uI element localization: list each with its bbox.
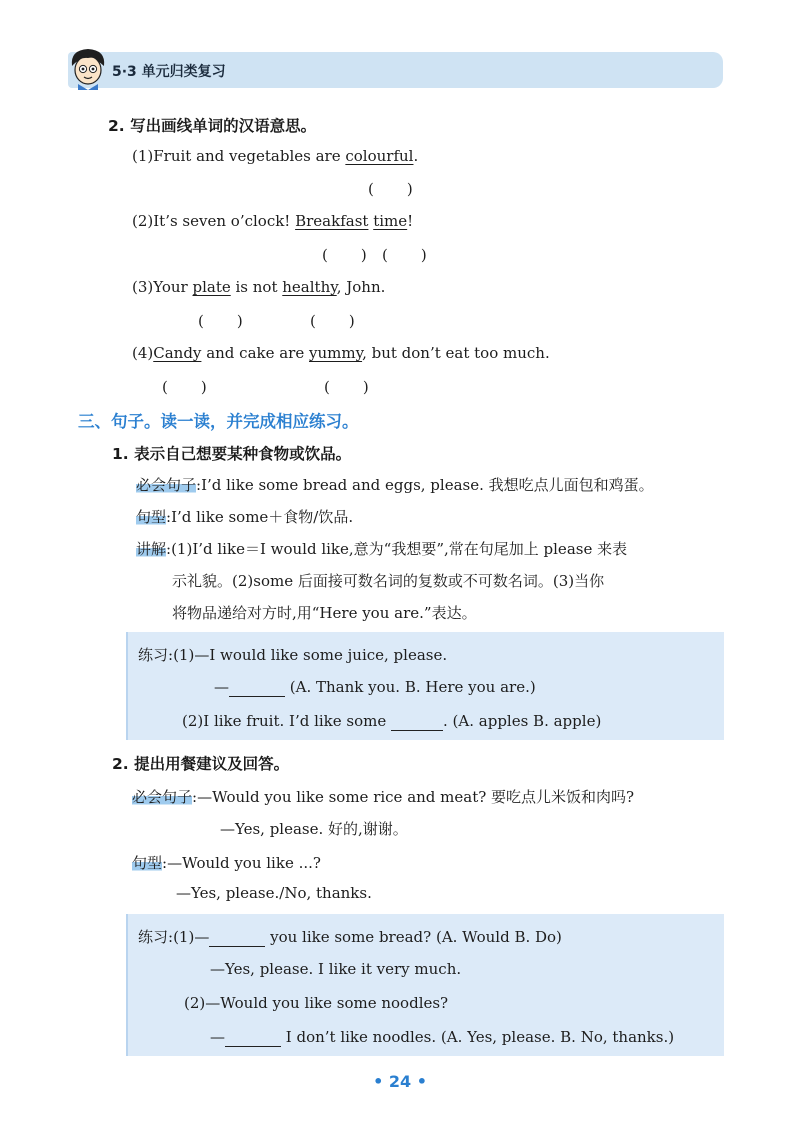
item-number: (2) xyxy=(132,212,154,230)
practice-box xyxy=(126,914,724,1056)
dash: — xyxy=(214,678,229,696)
sentence-3 xyxy=(132,278,385,296)
practice-line xyxy=(182,712,601,731)
answer-blank[interactable] xyxy=(229,678,285,697)
underlined-word: plate xyxy=(192,278,231,296)
practice-line xyxy=(214,678,536,697)
underlined-word: yummy xyxy=(309,344,363,362)
header-title: 5·3 单元归类复习 xyxy=(112,64,226,80)
sentence-2 xyxy=(132,212,413,230)
practice-text: :(1)— xyxy=(168,928,210,946)
item-number: (1) xyxy=(132,147,154,165)
practice-label: 练习 xyxy=(138,928,169,946)
answer-blank[interactable] xyxy=(209,928,265,947)
sentence-text: , but don’t eat too much. xyxy=(362,344,550,362)
sentence-text: and cake are xyxy=(201,344,309,362)
sentence-4 xyxy=(132,344,550,362)
sentence-pattern xyxy=(132,852,321,873)
question-title: 2. 写出画线单词的汉语意思。 xyxy=(108,117,317,135)
sentence-text: is not xyxy=(230,278,283,296)
pattern-answer: —Yes, please./No, thanks. xyxy=(176,884,372,902)
practice-line: —Yes, please. I like it very much. xyxy=(210,960,462,978)
practice-line xyxy=(138,644,447,665)
answer-paren[interactable]: ( ) xyxy=(368,180,414,198)
must-know-label: 必会句子 xyxy=(136,476,197,494)
must-know-answer: —Yes, please. 好的,谢谢。 xyxy=(220,820,408,838)
item-number: (4) xyxy=(132,344,154,362)
answer-paren[interactable]: ( ) xyxy=(198,312,244,330)
explanation-label: 讲解 xyxy=(136,540,167,558)
practice-text: (A. Thank you. B. Here you are.) xyxy=(285,678,536,696)
question-title: 2. 提出用餐建议及回答。 xyxy=(112,755,290,773)
must-know-label: 必会句子 xyxy=(132,788,193,806)
sentence-text: ! xyxy=(407,212,414,230)
must-know-text: :—Would you like some rice and meat? 要吃点儿米饭和肉吗? xyxy=(192,788,635,806)
pattern-label: 句型 xyxy=(132,854,163,872)
sentence-1 xyxy=(132,147,418,165)
section-title: 三、句子。读一读，并完成相应练习。 xyxy=(78,412,359,431)
page-number: • 24 • xyxy=(373,1072,427,1091)
answer-blank[interactable] xyxy=(225,1028,281,1047)
sentence-pattern xyxy=(136,506,353,527)
pattern-text: :I’d like some＋食物/饮品. xyxy=(166,508,354,526)
answer-blank[interactable] xyxy=(391,712,443,731)
explanation xyxy=(136,538,627,559)
answer-paren[interactable]: ( ) xyxy=(322,246,368,264)
answer-paren[interactable]: ( ) xyxy=(324,378,370,396)
underlined-word: time xyxy=(373,212,408,230)
practice-text: . (A. apples B. apple) xyxy=(443,712,602,730)
dash: — xyxy=(210,1028,225,1046)
question-title: 1. 表示自己想要某种食物或饮品。 xyxy=(112,445,352,463)
must-know-sentence xyxy=(132,786,634,807)
must-know-sentence xyxy=(136,474,654,495)
sentence-text: Your xyxy=(153,278,193,296)
practice-line xyxy=(210,1028,674,1047)
practice-line xyxy=(138,926,562,947)
practice-text: I don’t like noodles. (A. Yes, please. B. No, thanks.) xyxy=(281,1028,675,1046)
explanation-text: 将物品递给对方时,用“Here you are.”表达。 xyxy=(172,604,477,622)
answer-paren[interactable]: ( ) xyxy=(382,246,428,264)
item-number: (3) xyxy=(132,278,154,296)
explanation-text: 示礼貌。(2)some 后面接可数名词的复数或不可数名词。(3)当你 xyxy=(172,572,605,590)
pattern-text: :—Would you like ...? xyxy=(162,854,321,872)
underlined-word: Breakfast xyxy=(295,212,369,230)
must-know-text: :I’d like some bread and eggs, please. 我想吃点儿面包和鸡蛋。 xyxy=(196,476,654,494)
practice-text: (2)I like fruit. I’d like some xyxy=(182,712,392,730)
practice-text: you like some bread? (A. Would B. Do) xyxy=(265,928,562,946)
pattern-label: 句型 xyxy=(136,508,167,526)
practice-text: :(1)—I would like some juice, please. xyxy=(168,646,448,664)
practice-line: (2)—Would you like some noodles? xyxy=(184,994,449,1012)
underlined-word: healthy xyxy=(282,278,337,296)
practice-label: 练习 xyxy=(138,646,169,664)
answer-paren[interactable]: ( ) xyxy=(310,312,356,330)
sentence-text: Fruit and vegetables are xyxy=(153,147,346,165)
student-avatar-icon xyxy=(66,44,110,90)
sentence-text: , John. xyxy=(336,278,386,296)
explanation-text: :(1)I’d like＝I would like,意为“我想要”,常在句尾加上 please 来表 xyxy=(166,540,628,558)
sentence-text: . xyxy=(413,147,419,165)
sentence-text: It’s seven o’clock! xyxy=(153,212,296,230)
underlined-word: colourful xyxy=(345,147,414,165)
answer-paren[interactable]: ( ) xyxy=(162,378,208,396)
practice-box xyxy=(126,632,724,740)
underlined-word: Candy xyxy=(153,344,202,362)
